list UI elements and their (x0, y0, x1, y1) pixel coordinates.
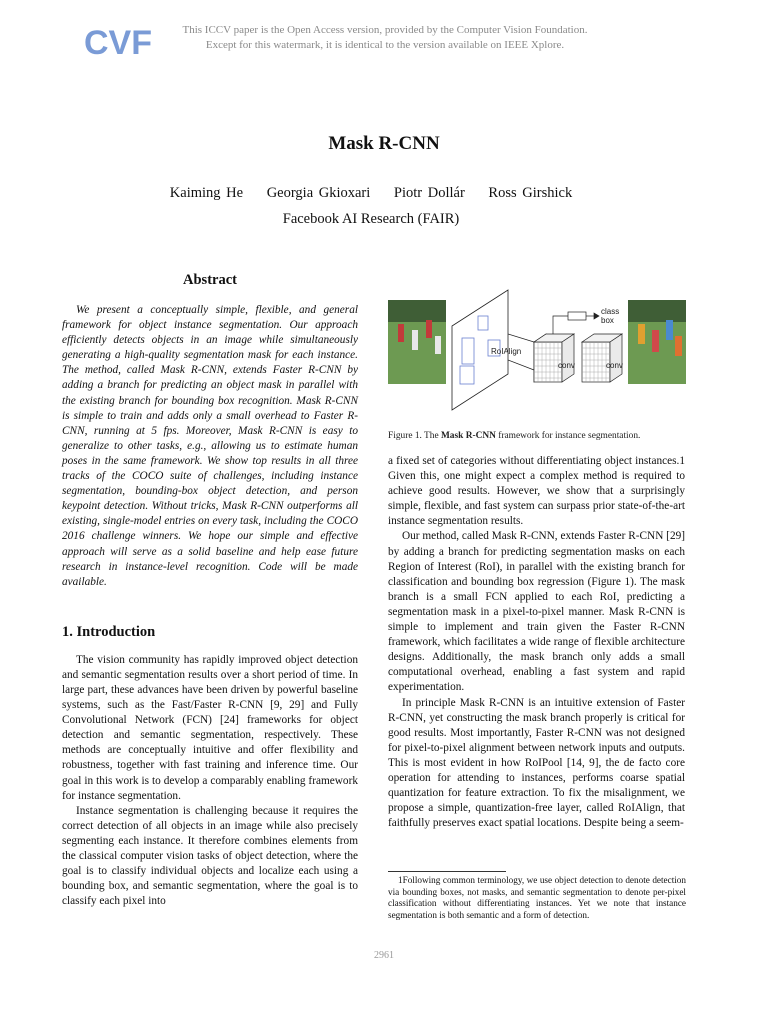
cvf-logo (82, 18, 152, 62)
section-heading-introduction: 1. Introduction (62, 623, 156, 640)
abstract-heading: Abstract (183, 272, 237, 288)
class-label: class (601, 307, 620, 316)
author-name: Piotr Dollár (393, 185, 465, 201)
caption-bold: Mask R-CNN (440, 431, 496, 441)
right-paragraph-2: In principle Mask R-CNN is an intuitive extension of Faster R-CNN, yet constructing the mask branch properly is critical for good results. Most importantly, Faster R-CNN was not designed for pixel-to-pixel alignment between network inputs and outputs. This is most evident in how RoIPool [14, 9], the de facto core operation for attending to instances, performs coarse spatial quantization for feature extraction. To fix the misalignment, we propose a simple, quantization-free layer, called RoIAlign, that faithfully preserves exact spatial locations. Despite being a seem- (388, 696, 685, 830)
output-image (628, 300, 686, 384)
right-paragraph-0: a fixed set of categories without differentiating object instances.1 Given this, one might expect a complex method is required to achieve good results. However, we show that a surprisingly simple, flexible, and fast system can surpass prior state-of-the-art instance segmentation results. (388, 455, 685, 528)
left-column (62, 272, 358, 909)
abstract-text: We present a conceptually simple, flexible, and general framework for object instance segmentation. Our approach efficiently detects objects in an image while simultaneously generating a high-quality segmentation mask for each instance. The method, called Mask R-CNN, extends Faster R-CNN by adding a branch for predicting an object mask in parallel with the existing branch for bounding box recognition. Mask R-CNN is simple to train and adds only a small overhead to Faster R-CNN, running at 5 fps. Moreover, Mask R-CNN is easy to generalize to other tasks, e.g., allowing us to estimate human poses in the same framework. We show top results in all three tracks of the COCO suite of challenges, including instance segmentation, bounding-box object detection, and person keypoint detection. Without tricks, Mask R-CNN outperforms all existing, single-model entries on every task, including the COCO 2016 challenge winners. We hope our simple and effective approach will serve as a solid baseline and help ease future research in instance-level recognition. Code will be made available. (62, 304, 358, 588)
conv-block-2 (582, 334, 622, 382)
author-name: Kaiming He (169, 185, 244, 201)
roialign-label: RoIAlign (491, 347, 522, 356)
caption-suffix: framework for instance segmentation. (498, 431, 641, 441)
intro-paragraph-2: Instance segmentation is challenging because it requires the correct detection of all objects in an image while also precisely segmenting each instance. It therefore combines elements from the classical computer vision tasks of object detection, where the goal is to classify individual objects and localize each using a bounding box, and semantic segmentation, where the goal is to classify each pixel into (62, 804, 358, 908)
figure-1-caption (388, 430, 686, 442)
affiliation: Facebook AI Research (FAIR) (282, 211, 460, 227)
footnote-1: 1Following common terminology, we use object detection to denote detection via bounding boxes, not masks, and semantic segmentation to denote per-pixel classification without differentiating instances. Yet we note that instance segmentation is both semantic and a form of detection. (388, 875, 686, 920)
author-name: Georgia Gkioxari (266, 185, 371, 201)
footnote-rule (388, 871, 506, 872)
input-image (388, 300, 446, 384)
paper-title: Mask R-CNN (328, 133, 440, 154)
page-number: 2961 (374, 950, 394, 961)
right-paragraph-1: Our method, called Mask R-CNN, extends Faster R-CNN [29] by adding a branch for predicting segmentation masks on each Region of Interest (RoI), in parallel with the existing branch for classification and bounding box regression (Figure 1). The mask branch is a small FCN applied to each RoI, predicting a segmentation mask in a pixel-to-pixel manner. Mask R-CNN is simple to implement and train given the Faster R-CNN framework, which facilitates a wide range of flexible architecture designs. Additionally, the mask branch only adds a small computational overhead, enabling a fast system and rapid experimentation. (388, 530, 686, 694)
author-list (0, 185, 742, 202)
author-name: Ross Girshick (488, 185, 573, 201)
box-label: box (601, 316, 614, 325)
cvf-logo-text: CVF (84, 24, 152, 62)
watermark-line-2: Except for this watermark, it is identical to the version available on IEEE Xplore. (205, 39, 565, 51)
conv-label-1: conv (558, 361, 575, 370)
conv-block-1 (534, 334, 574, 382)
caption-prefix: Figure 1. The (388, 431, 439, 441)
class-box-branch (553, 312, 599, 334)
conv-label-2: conv (606, 361, 623, 370)
figure-1-diagram (388, 286, 686, 412)
right-column (388, 454, 685, 831)
watermark-notice (160, 23, 610, 53)
watermark-line-1: This ICCV paper is the Open Access version, provided by the Computer Vision Foundation. (182, 24, 588, 36)
intro-paragraph-1: The vision community has rapidly improved object detection and semantic segmentation results over a short period of time. In large part, these advances have been driven by powerful baseline systems, such as the Fast/Faster R-CNN [9, 29] and Fully Convolutional Network (FCN) [24] frameworks for object detection and semantic segmentation, respectively. These methods are conceptually intuitive and offer flexibility and robustness, together with fast training and inference time. Our goal in this work is to develop a comparably enabling framework for instance segmentation. (62, 653, 358, 802)
